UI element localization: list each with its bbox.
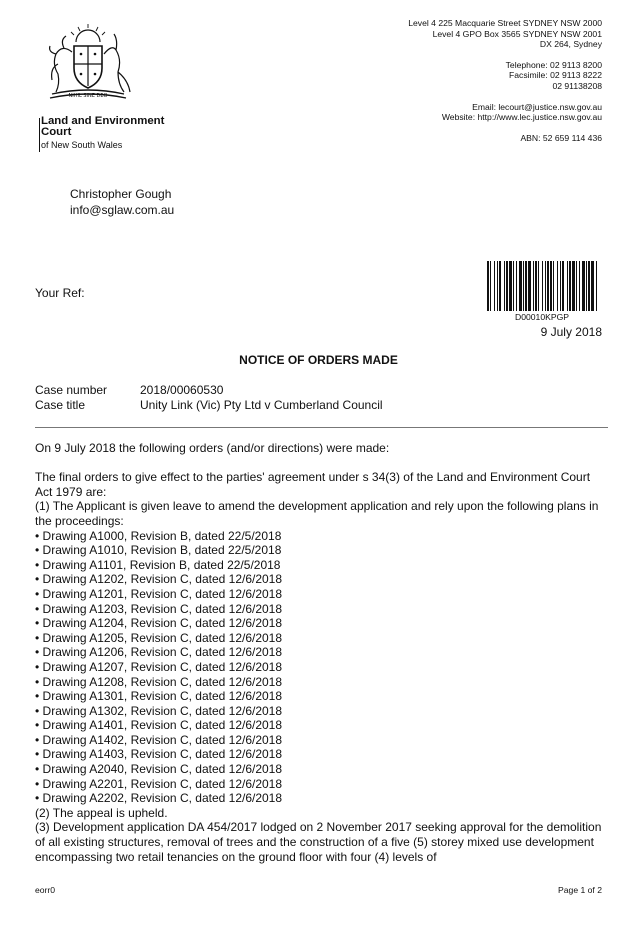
- list-item: • Drawing A2201, Revision C, dated 12/6/2018: [35, 776, 283, 791]
- case-details: [35, 383, 383, 413]
- address-line: Level 4 GPO Box 3565 SYDNEY NSW 2001: [432, 28, 602, 39]
- list-item: • Drawing A1203, Revision C, dated 12/6/2018: [35, 601, 283, 616]
- orders-intro: The final orders to give effect to the parties' agreement under s 34(3) of the Land and Environment Court Act 1979 are:: [35, 470, 591, 499]
- divider: [35, 427, 608, 428]
- abn-line: ABN: 52 659 114 436: [520, 132, 602, 143]
- list-item: • Drawing A1401, Revision C, dated 12/6/2018: [35, 718, 283, 733]
- court-jurisdiction: of New South Wales: [41, 140, 123, 150]
- court-name-line: Court: [41, 126, 72, 138]
- list-item: • Drawing A1302, Revision C, dated 12/6/2018: [35, 703, 283, 718]
- list-item: • Drawing A1201, Revision C, dated 12/6/2018: [35, 586, 283, 601]
- email-line: Email: lecourt@justice.nsw.gov.au: [472, 101, 602, 112]
- telephone-line: Telephone: 02 9113 8200: [505, 59, 602, 70]
- list-item: • Drawing A1301, Revision C, dated 12/6/2018: [35, 689, 283, 704]
- website-line: Website: http://www.lec.justice.nsw.gov.au: [441, 112, 602, 123]
- court-divider: [39, 118, 40, 152]
- list-item: • Drawing A1101, Revision B, dated 22/5/2018: [35, 557, 281, 572]
- orders-intro-date: On 9 July 2018 the following orders (and/or directions) were made:: [35, 441, 390, 455]
- barcode-icon: [487, 261, 597, 311]
- list-item: • Drawing A1207, Revision C, dated 12/6/2018: [35, 659, 283, 674]
- list-item: • Drawing A1403, Revision C, dated 12/6/2018: [35, 747, 283, 762]
- page-title: NOTICE OF ORDERS MADE: [239, 353, 398, 367]
- court-name-block: [41, 116, 164, 152]
- case-number-value: 2018/00060530: [140, 383, 224, 397]
- court-address-block: [282, 18, 602, 143]
- phone-line: 02 91138208: [552, 80, 602, 91]
- order-3: (3) Development application DA 454/2017 lodged on 2 November 2017 seeking approval for the demolition of all existing structures, removal of trees and the construction of a five (5) storey mixed use development encompassing two retail tenancies on the ground floor with four (4) levels of: [35, 820, 602, 864]
- order-1: (1) The Applicant is given leave to amend the development application and rely upon the following plans in the proceedings:: [35, 499, 599, 528]
- order-2: (2) The appeal is upheld.: [35, 805, 168, 820]
- list-item: • Drawing A1204, Revision C, dated 12/6/2018: [35, 616, 283, 631]
- recipient-block: [70, 187, 174, 218]
- page-number: Page 1 of 2: [558, 885, 602, 895]
- motto: NIHIL SINE DEO: [68, 93, 108, 99]
- recipient-email: info@sglaw.com.au: [70, 202, 175, 217]
- list-item: • Drawing A1206, Revision C, dated 12/6/2018: [35, 645, 283, 660]
- list-item: • Drawing A1208, Revision C, dated 12/6/2018: [35, 674, 283, 689]
- case-number-label: Case number: [35, 383, 108, 397]
- list-item: • Drawing A2202, Revision C, dated 12/6/2018: [35, 791, 283, 806]
- case-title-value: Unity Link (Vic) Pty Ltd v Cumberland Council: [140, 398, 383, 412]
- drawing-list: [35, 529, 605, 806]
- list-item: • Drawing A2040, Revision C, dated 12/6/2018: [35, 762, 283, 777]
- recipient-name: Christopher Gough: [70, 187, 172, 201]
- case-title-label: Case title: [35, 398, 86, 412]
- barcode-text: D00010KPGP: [515, 312, 569, 322]
- list-item: • Drawing A1402, Revision C, dated 12/6/2018: [35, 732, 283, 747]
- address-line: DX 264, Sydney: [539, 39, 602, 50]
- list-item: • Drawing A1010, Revision B, dated 22/5/2018: [35, 543, 282, 558]
- notice-date: 9 July 2018: [540, 325, 602, 339]
- list-item: • Drawing A1000, Revision B, dated 22/5/2018: [35, 528, 282, 543]
- address-line: Level 4 225 Macquarie Street SYDNEY NSW 2000: [408, 18, 602, 28]
- list-item: • Drawing A1205, Revision C, dated 12/6/2018: [35, 630, 283, 645]
- facsimile-line: Facsimile: 02 9113 8222: [509, 70, 602, 81]
- list-item: • Drawing A1202, Revision C, dated 12/6/2018: [35, 572, 283, 587]
- your-ref-label: Your Ref:: [35, 286, 85, 300]
- court-name-line: Land and Environment: [41, 115, 165, 127]
- footer-code: eorr0: [35, 885, 56, 895]
- orders-body: [35, 441, 605, 864]
- coat-of-arms-icon: [38, 24, 138, 110]
